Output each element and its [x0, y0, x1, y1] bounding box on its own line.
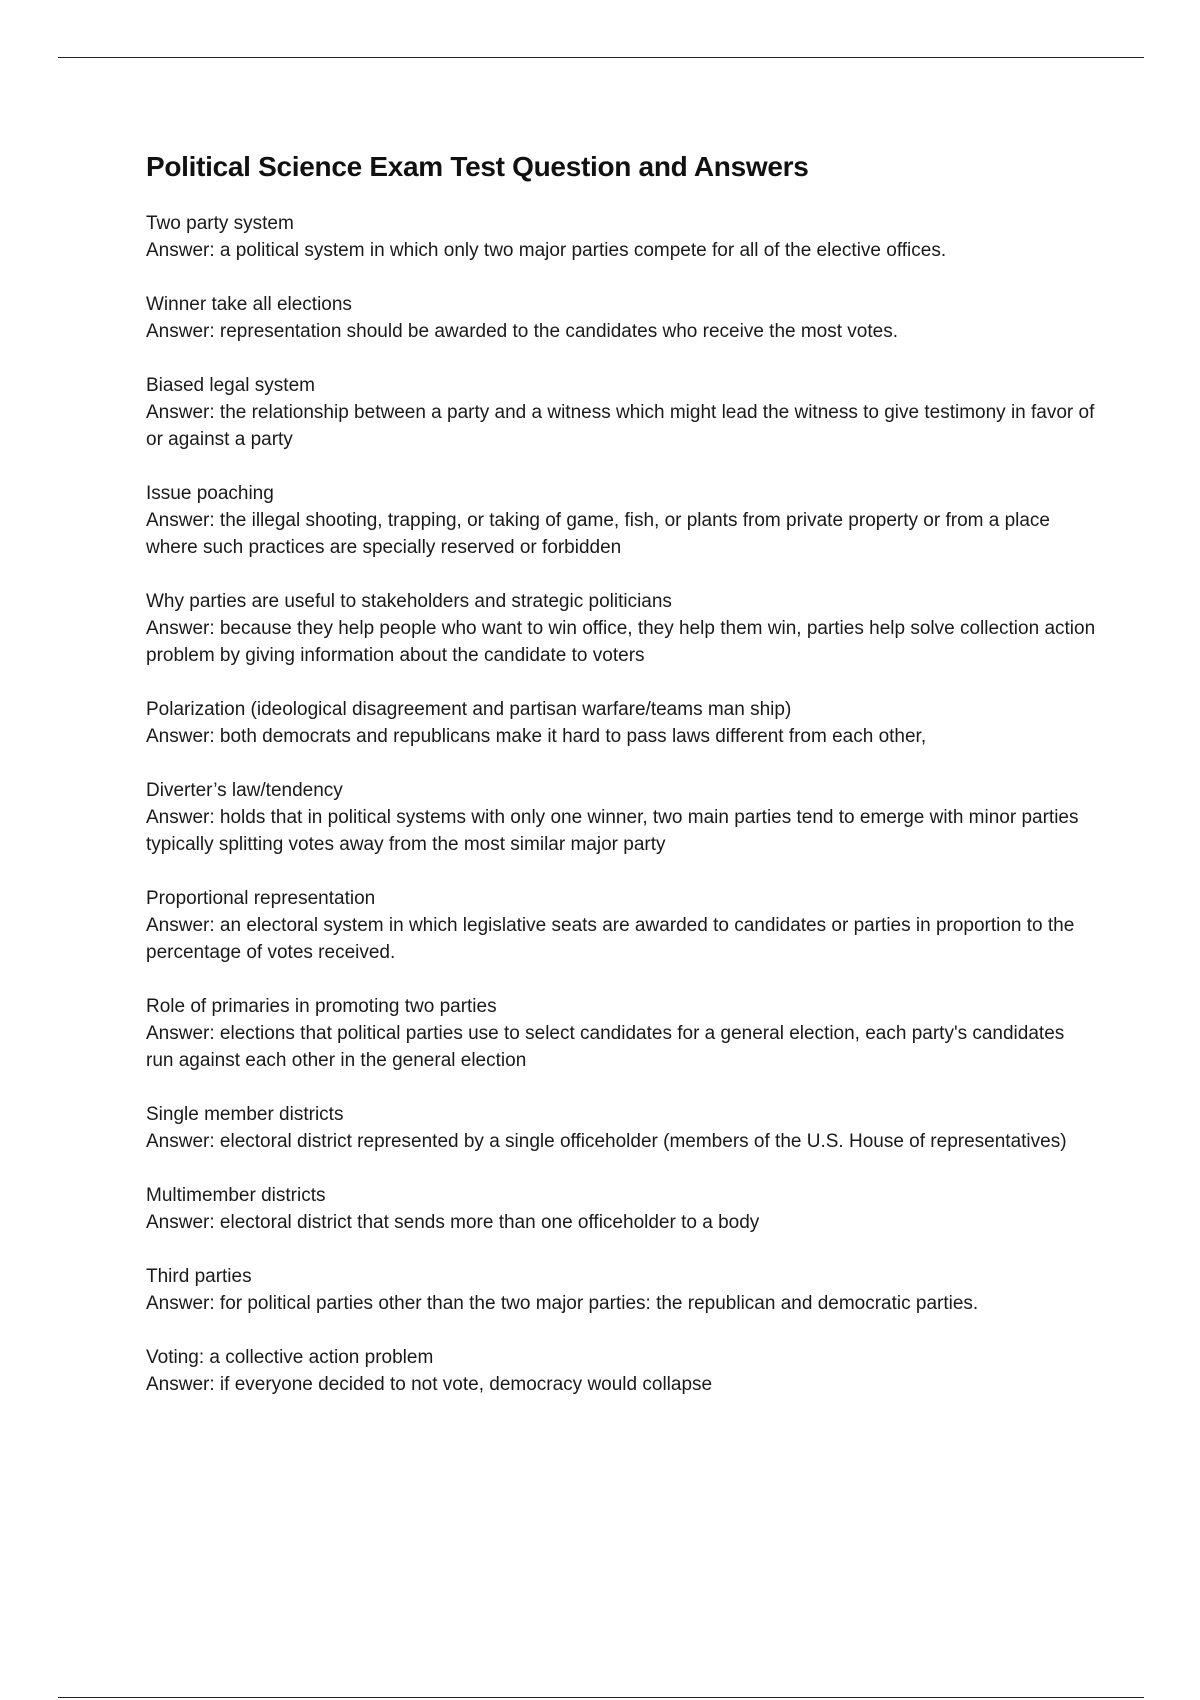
question-text: Single member districts [146, 1104, 344, 1125]
question-text: Voting: a collective action problem [146, 1347, 434, 1368]
document-body [146, 148, 1096, 1425]
question-text: Two party system [146, 213, 294, 234]
qa-item [146, 372, 1096, 453]
qa-item [146, 777, 1096, 858]
qa-item [146, 1263, 1096, 1317]
qa-item [146, 1182, 1096, 1236]
question-text: Multimember districts [146, 1185, 326, 1206]
answer-text: Answer: electoral district that sends more than one officeholder to a body [146, 1212, 760, 1233]
answer-text: Answer: because they help people who want to win office, they help them win, parties help solve collection action problem by giving information about the candidate to voters [146, 618, 1096, 666]
answer-text: Answer: both democrats and republicans make it hard to pass laws different from each other, [146, 726, 927, 747]
qa-item [146, 210, 1096, 264]
answer-text: Answer: electoral district represented by a single officeholder (members of the U.S. House of representatives) [146, 1131, 1067, 1152]
question-text: Diverter’s law/tendency [146, 780, 343, 801]
question-text: Role of primaries in promoting two parties [146, 996, 497, 1017]
document-title: Political Science Exam Test Question and Answers [146, 151, 809, 182]
answer-text: Answer: a political system in which only two major parties compete for all of the elective offices. [146, 240, 947, 261]
qa-item [146, 291, 1096, 345]
answer-text: Answer: holds that in political systems with only one winner, two main parties tend to emerge with minor parties typically splitting votes away from the most similar major party [146, 807, 1079, 855]
question-text: Third parties [146, 1266, 252, 1287]
header-rule [58, 57, 1144, 58]
question-text: Winner take all elections [146, 294, 352, 315]
footer-rule [58, 1697, 1144, 1698]
answer-text: Answer: elections that political parties use to select candidates for a general election, each party's candidates run against each other in the general election [146, 1023, 1065, 1071]
qa-item [146, 993, 1096, 1074]
answer-text: Answer: representation should be awarded to the candidates who receive the most votes. [146, 321, 898, 342]
question-text: Why parties are useful to stakeholders and strategic politicians [146, 591, 672, 612]
qa-item [146, 1101, 1096, 1155]
answer-text: Answer: the illegal shooting, trapping, or taking of game, fish, or plants from private property or from a place where such practices are specially reserved or forbidden [146, 510, 1051, 558]
question-text: Biased legal system [146, 375, 315, 396]
question-text: Polarization (ideological disagreement and partisan warfare/teams man ship) [146, 699, 792, 720]
qa-item [146, 1344, 1096, 1398]
answer-text: Answer: an electoral system in which legislative seats are awarded to candidates or parties in proportion to the percentage of votes received. [146, 915, 1075, 963]
qa-item [146, 696, 1096, 750]
question-text: Issue poaching [146, 483, 274, 504]
qa-item [146, 588, 1096, 669]
answer-text: Answer: for political parties other than the two major parties: the republican and democratic parties. [146, 1293, 979, 1314]
answer-text: Answer: if everyone decided to not vote, democracy would collapse [146, 1374, 713, 1395]
qa-item [146, 885, 1096, 966]
answer-text: Answer: the relationship between a party and a witness which might lead the witness to give testimony in favor of or against a party [146, 402, 1095, 450]
qa-item [146, 480, 1096, 561]
question-text: Proportional representation [146, 888, 376, 909]
